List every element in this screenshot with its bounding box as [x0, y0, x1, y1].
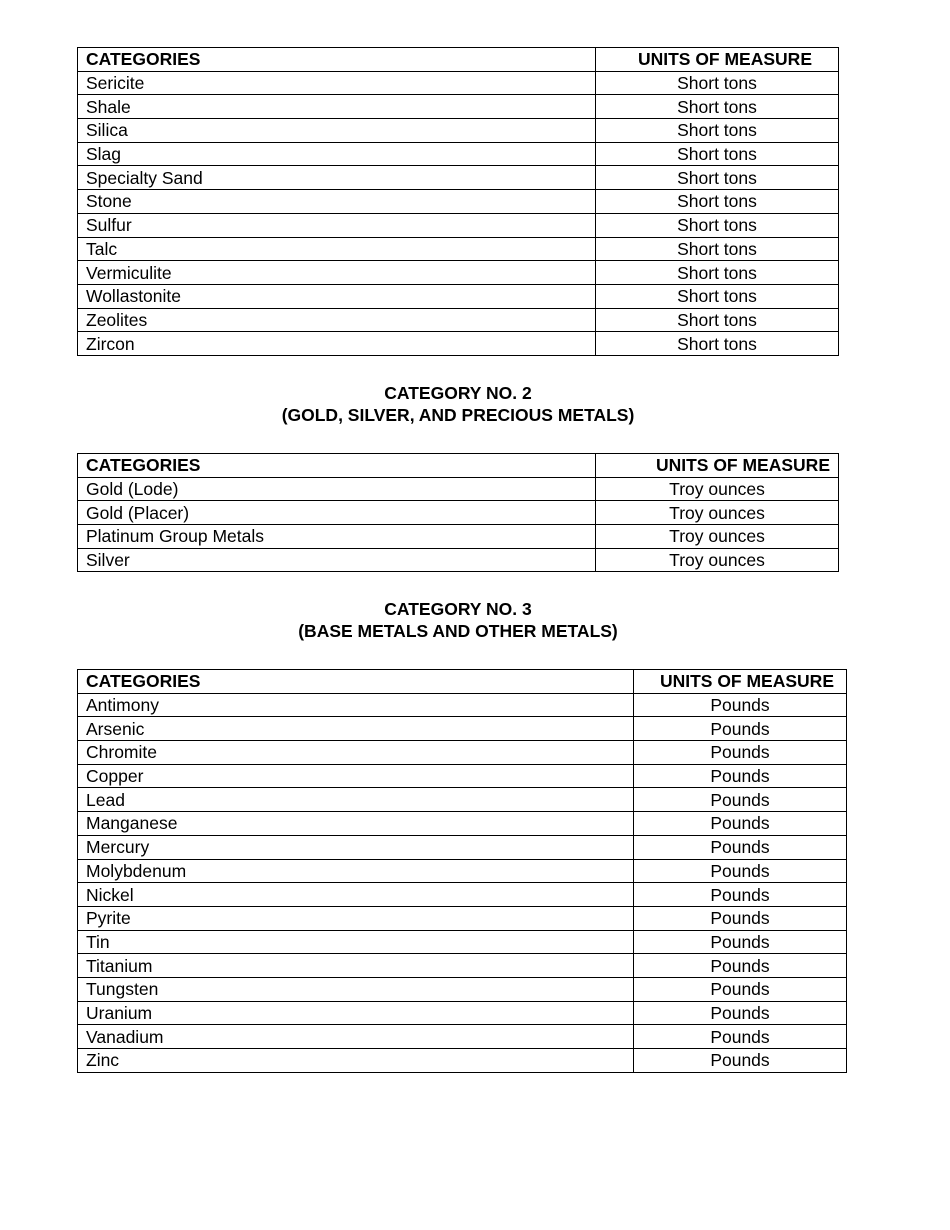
category-name: Vanadium — [78, 1025, 634, 1049]
unit-of-measure: Pounds — [634, 835, 847, 859]
table-row — [78, 906, 847, 930]
category-3-title: CATEGORY NO. 3 — [384, 599, 532, 619]
table-header-row — [78, 454, 839, 478]
unit-of-measure: Short tons — [596, 237, 839, 261]
category-name: Nickel — [78, 883, 634, 907]
categories-header: CATEGORIES — [78, 454, 596, 478]
unit-of-measure: Short tons — [596, 261, 839, 285]
unit-of-measure: Short tons — [596, 119, 839, 143]
unit-of-measure: Short tons — [596, 71, 839, 95]
category-name: Mercury — [78, 835, 634, 859]
unit-of-measure: Troy ounces — [596, 548, 839, 572]
table-row — [78, 308, 839, 332]
table-row — [78, 977, 847, 1001]
unit-of-measure: Pounds — [634, 717, 847, 741]
table-row — [78, 284, 839, 308]
table-row — [78, 764, 847, 788]
category-name: Tungsten — [78, 977, 634, 1001]
category-name: Wollastonite — [78, 284, 596, 308]
category-3-heading — [0, 599, 916, 642]
category-name: Sulfur — [78, 213, 596, 237]
table-row — [78, 119, 839, 143]
category-name: Gold (Placer) — [78, 501, 596, 525]
unit-of-measure: Pounds — [634, 764, 847, 788]
table-row — [78, 95, 839, 119]
category-2-title: CATEGORY NO. 2 — [384, 383, 532, 403]
unit-of-measure: Pounds — [634, 1025, 847, 1049]
unit-of-measure: Short tons — [596, 95, 839, 119]
category-3-subtitle: (BASE METALS AND OTHER METALS) — [298, 620, 618, 641]
table-row — [78, 190, 839, 214]
table-row — [78, 883, 847, 907]
category-name: Copper — [78, 764, 634, 788]
unit-of-measure: Troy ounces — [596, 477, 839, 501]
unit-of-measure: Pounds — [634, 693, 847, 717]
category-name: Silica — [78, 119, 596, 143]
table-header-row — [78, 670, 847, 694]
units-of-measure-header: UNITS OF MEASURE — [634, 670, 847, 694]
table-row — [78, 525, 839, 549]
category-name: Uranium — [78, 1001, 634, 1025]
category-name: Vermiculite — [78, 261, 596, 285]
units-of-measure-header: UNITS OF MEASURE — [596, 454, 839, 478]
unit-of-measure: Pounds — [634, 788, 847, 812]
unit-of-measure: Short tons — [596, 213, 839, 237]
table-row — [78, 954, 847, 978]
category-name: Zeolites — [78, 308, 596, 332]
unit-of-measure: Pounds — [634, 741, 847, 765]
table-row — [78, 213, 839, 237]
table-row — [78, 859, 847, 883]
category-name: Sericite — [78, 71, 596, 95]
category-name: Molybdenum — [78, 859, 634, 883]
table-row — [78, 237, 839, 261]
table-row — [78, 717, 847, 741]
category-name: Lead — [78, 788, 634, 812]
category-name: Gold (Lode) — [78, 477, 596, 501]
table-row — [78, 1025, 847, 1049]
category-name: Shale — [78, 95, 596, 119]
unit-of-measure: Pounds — [634, 1001, 847, 1025]
category-name: Chromite — [78, 741, 634, 765]
category-name: Stone — [78, 190, 596, 214]
category-name: Manganese — [78, 812, 634, 836]
unit-of-measure: Short tons — [596, 142, 839, 166]
categories-header: CATEGORIES — [78, 48, 596, 72]
categories-header: CATEGORIES — [78, 670, 634, 694]
category-2-subtitle: (GOLD, SILVER, AND PRECIOUS METALS) — [281, 404, 635, 425]
category-name: Platinum Group Metals — [78, 525, 596, 549]
unit-of-measure: Pounds — [634, 906, 847, 930]
unit-of-measure: Short tons — [596, 332, 839, 356]
category-name: Zircon — [78, 332, 596, 356]
category-name: Tin — [78, 930, 634, 954]
category-name: Arsenic — [78, 717, 634, 741]
category-name: Antimony — [78, 693, 634, 717]
table-row — [78, 477, 839, 501]
table-row — [78, 501, 839, 525]
unit-of-measure: Pounds — [634, 812, 847, 836]
table-header-row — [78, 48, 839, 72]
category-2-table — [77, 453, 839, 572]
table-row — [78, 166, 839, 190]
table-row — [78, 741, 847, 765]
unit-of-measure: Pounds — [634, 859, 847, 883]
unit-of-measure: Short tons — [596, 190, 839, 214]
category-name: Silver — [78, 548, 596, 572]
category-name: Zinc — [78, 1049, 634, 1073]
table-row — [78, 1049, 847, 1073]
table-row — [78, 1001, 847, 1025]
table-row — [78, 812, 847, 836]
category-3-table — [77, 669, 847, 1073]
unit-of-measure: Short tons — [596, 308, 839, 332]
unit-of-measure: Pounds — [634, 977, 847, 1001]
table-row — [78, 930, 847, 954]
table-row — [78, 332, 839, 356]
unit-of-measure: Short tons — [596, 166, 839, 190]
table-row — [78, 261, 839, 285]
table-row — [78, 142, 839, 166]
table-row — [78, 548, 839, 572]
category-name: Pyrite — [78, 906, 634, 930]
table-row — [78, 71, 839, 95]
category-name: Specialty Sand — [78, 166, 596, 190]
table-row — [78, 835, 847, 859]
category-name: Talc — [78, 237, 596, 261]
units-of-measure-header: UNITS OF MEASURE — [596, 48, 839, 72]
unit-of-measure: Troy ounces — [596, 501, 839, 525]
unit-of-measure: Pounds — [634, 883, 847, 907]
category-1-table — [77, 47, 839, 356]
unit-of-measure: Troy ounces — [596, 525, 839, 549]
unit-of-measure: Pounds — [634, 954, 847, 978]
category-name: Slag — [78, 142, 596, 166]
table-row — [78, 693, 847, 717]
table-row — [78, 788, 847, 812]
category-name: Titanium — [78, 954, 634, 978]
unit-of-measure: Pounds — [634, 930, 847, 954]
category-2-heading — [0, 383, 916, 426]
unit-of-measure: Pounds — [634, 1049, 847, 1073]
unit-of-measure: Short tons — [596, 284, 839, 308]
